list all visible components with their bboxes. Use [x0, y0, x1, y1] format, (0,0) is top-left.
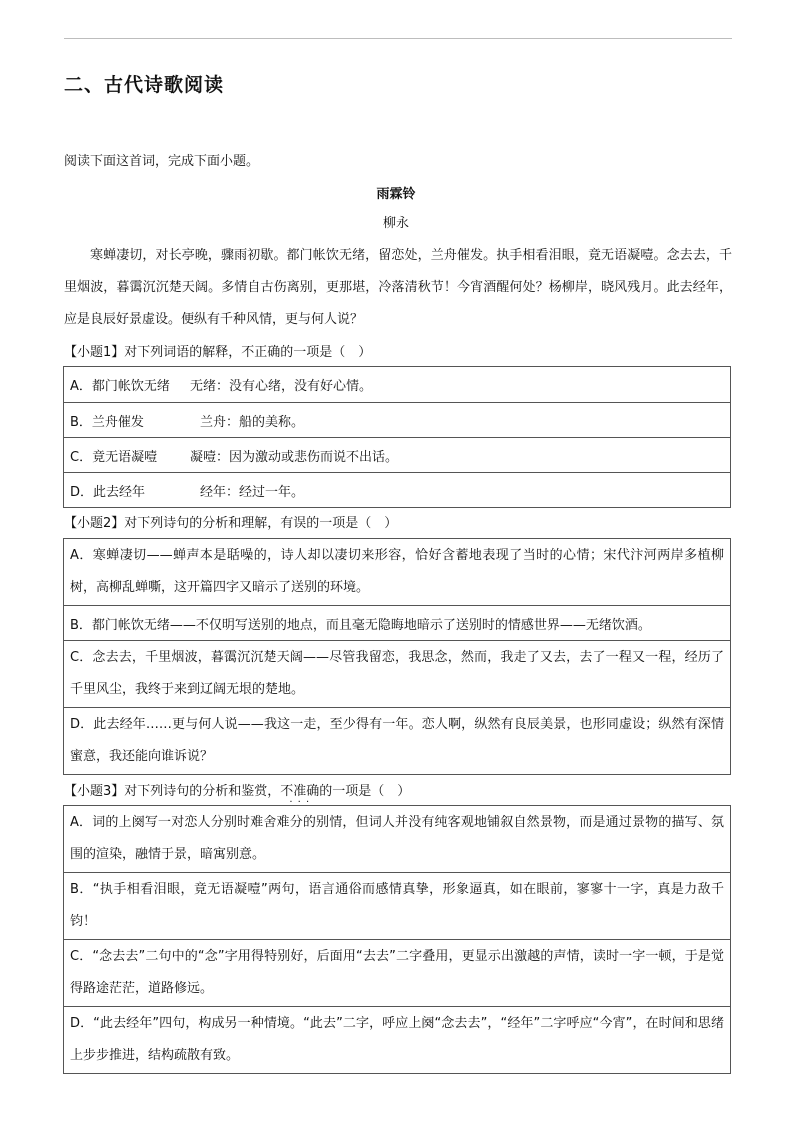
question-1-option-c[interactable] [64, 437, 730, 472]
prompt-text: 【小题3】对下列诗句的分析和鉴赏， [64, 784, 281, 799]
poem-author: 柳永 [382, 216, 409, 231]
option-term: B．兰舟催发 [70, 414, 144, 430]
question-3-options [63, 805, 731, 1074]
option-gloss: 凝噎：因为激动或悲伤而说不出话。 [190, 449, 399, 465]
question-3-option-a[interactable]: A．词的上阕写一对恋人分别时难舍难分的别情，但词人并没有纯客观地铺叙自然景物，而是通过景物的描写、氛围的渲染，融情于景，暗寓别意。 [70, 815, 724, 862]
question-2-option-c[interactable]: C．念去去，千里烟波，暮霭沉沉楚天阔——尽管我留恋，我思念，然而，我走了又去，去了一程又一程，经历了千里风尘，我终于来到辽阔无垠的楚地。 [64, 640, 730, 707]
prompt-text: 的一项是（ ） [319, 784, 411, 799]
header-rule [64, 38, 732, 39]
question-1-option-d[interactable] [64, 472, 730, 507]
question-2-options [63, 538, 731, 775]
question-2-option-a[interactable]: A．寒蝉凄切——蝉声本是聒噪的，诗人却以凄切来形容，恰好含蓄地表现了当时的心情；宋代汴河两岸多植柳树，高柳乱蝉嘶，这开篇四字又暗示了送别的环境。 [70, 548, 724, 595]
question-3-option-b[interactable]: B．“执手相看泪眼，竟无语凝噎”两句，语言通俗而感情真挚，形象逼真，如在眼前，寥寥十一字，真是力敌千钧！ [64, 872, 730, 939]
instructions: 阅读下面这首词，完成下面小题。 [64, 154, 260, 169]
option-gloss: 经年：经过一年。 [200, 484, 305, 500]
poem-body: 寒蝉凄切，对长亭晚，骤雨初歇。都门帐饮无绪，留恋处，兰舟催发。执手相看泪眼，竟无语凝噎。念去去，千里烟波，暮霭沉沉楚天阔。多情自古伤离别，更那堪，冷落清秋节！今宵酒醒何处？杨柳岸，晓风残月。此去经年，应是良辰好景虚设。便纵有千种风情，更与何人说？ [64, 248, 732, 327]
section-title: 二、古代诗歌阅读 [64, 74, 225, 96]
option-term: D．此去经年 [70, 484, 146, 500]
question-1-option-b[interactable] [64, 402, 730, 437]
option-term: C．竟无语凝噎 [70, 449, 158, 465]
question-3-option-d[interactable]: D．“此去经年”四句，构成另一种情境。“此去”二字，呼应上阕“念去去”，“经年”二字呼应“今宵”，在时间和思绪上步步推进，结构疏散有致。 [64, 1006, 730, 1073]
question-2-option-d[interactable]: D．此去经年……更与何人说——我这一走，至少得有一年。恋人啊，纵然有良辰美景，也形同虚设；纵然有深情蜜意，我还能向谁诉说？ [64, 707, 730, 774]
question-1-option-a[interactable] [64, 367, 730, 402]
question-3-option-c[interactable]: C．“念去去”二句中的“念”字用得特别好，后面用“去去”二字叠用，更显示出激越的声情，读时一字一顿，于是觉得路途茫茫，道路修远。 [64, 939, 730, 1006]
question-2-prompt: 【小题2】对下列诗句的分析和理解，有误的一项是（ ） [64, 516, 398, 531]
option-gloss: 兰舟：船的美称。 [200, 414, 305, 430]
question-2-option-b[interactable]: B．都门帐饮无绪——不仅明写送别的地点，而且毫无隐晦地暗示了送别时的情感世界——无绪饮酒。 [64, 605, 730, 640]
question-3-prompt [64, 780, 410, 799]
emphasis-marked-text: 不准确 · · · [280, 784, 319, 799]
question-1-prompt: 【小题1】对下列词语的解释，不正确的一项是（ ） [64, 345, 372, 360]
poem-title: 雨霖铃 [376, 187, 416, 202]
option-gloss: 无绪：没有心绪，没有好心情。 [190, 379, 373, 394]
option-term: A．都门帐饮无绪 [70, 379, 170, 394]
question-1-options [63, 366, 731, 508]
